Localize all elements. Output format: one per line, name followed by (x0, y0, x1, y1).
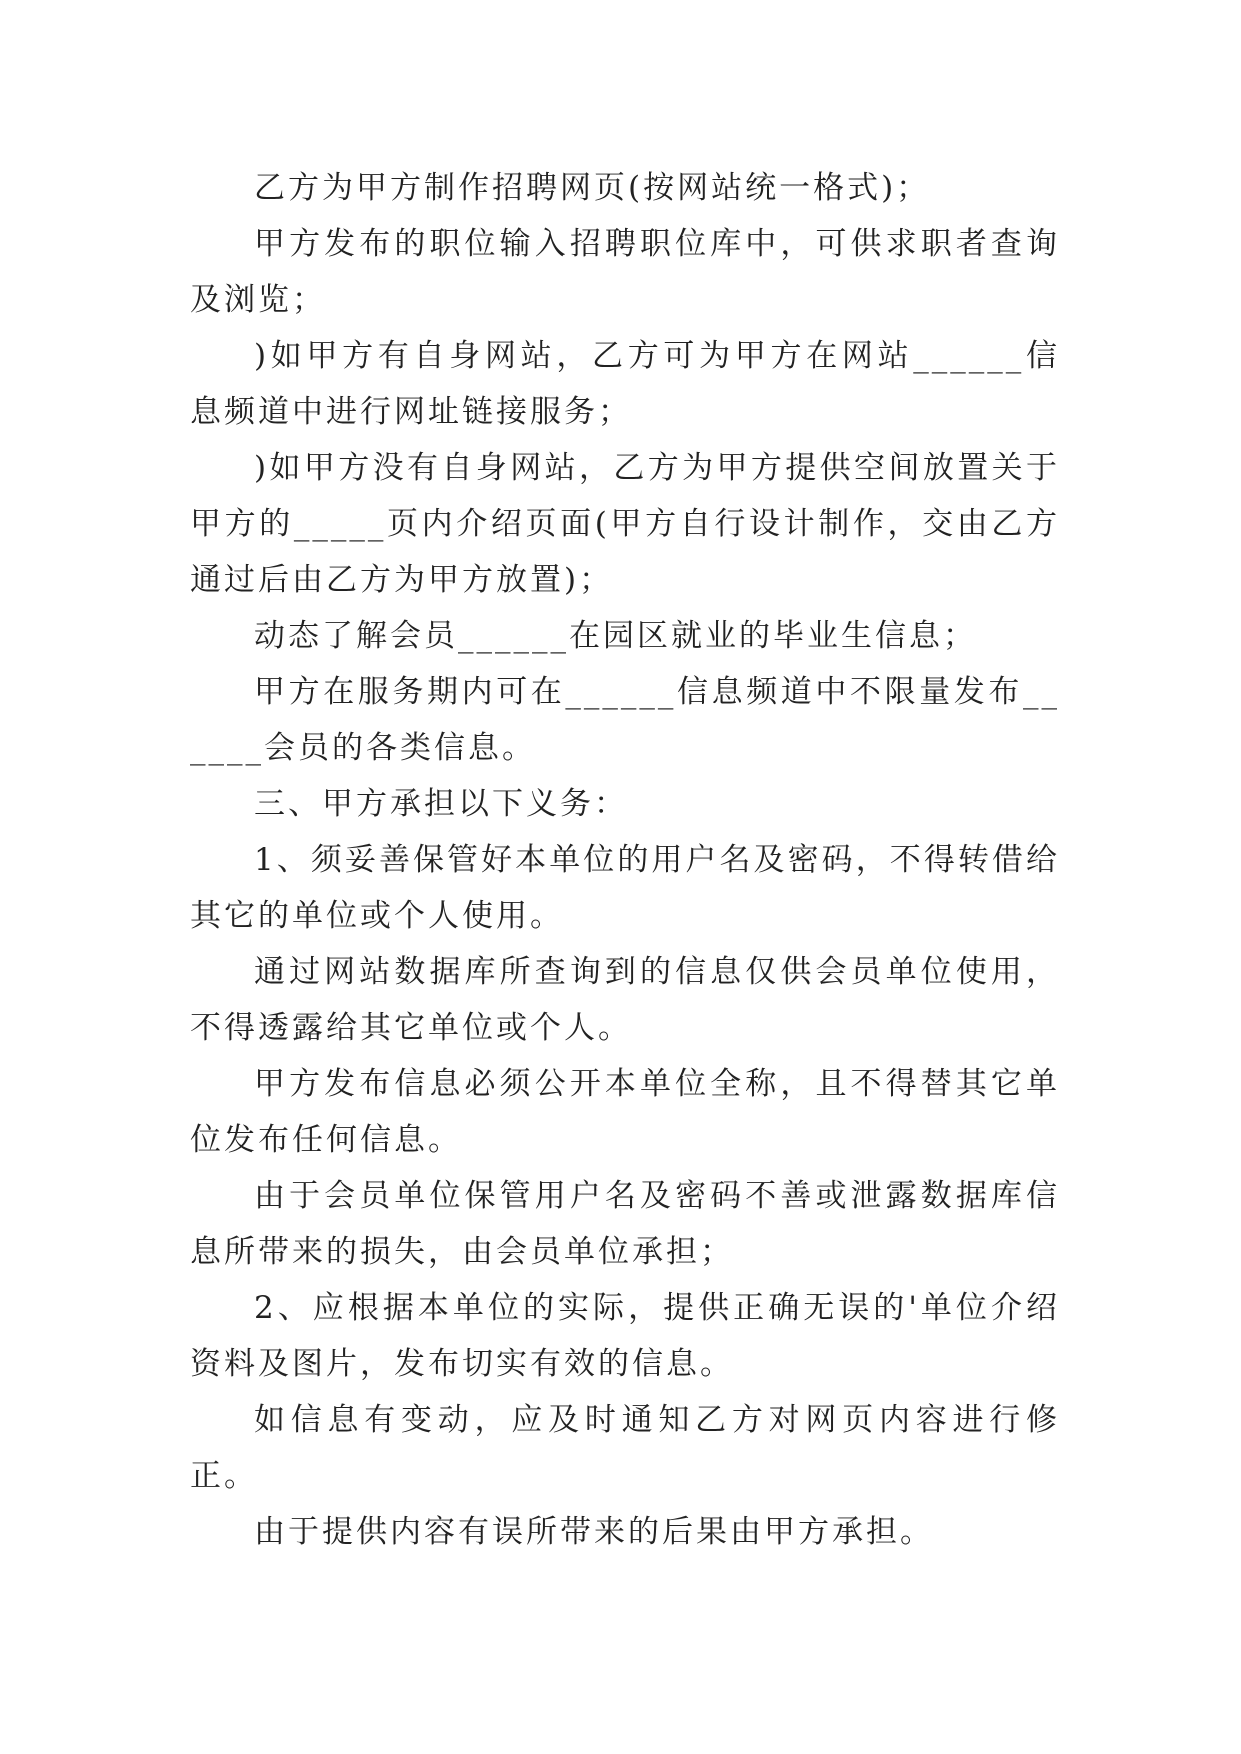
paragraph-4: )如甲方没有自身网站，乙方为甲方提供空间放置关于甲方的_____页内介绍页面(甲方自行设计制作，交由乙方通过后由乙方为甲方放置)； (190, 450, 1060, 598)
paragraph-5: 动态了解会员______在园区就业的毕业生信息； (254, 618, 977, 654)
paragraph-11: 由于会员单位保管用户名及密码不善或泄露数据库信息所带来的损失，由会员单位承担； (190, 1178, 1060, 1270)
paragraph-9: 通过网站数据库所查询到的信息仅供会员单位使用，不得透露给其它单位或个人。 (190, 954, 1060, 1046)
paragraph-8: 1、须妥善保管好本单位的用户名及密码，不得转借给其它的单位或个人使用。 (190, 842, 1060, 934)
document-body (190, 160, 1060, 1560)
paragraph-14: 由于提供内容有误所带来的后果由甲方承担。 (254, 1514, 934, 1550)
paragraph-12: 2、应根据本单位的实际，提供正确无误的'单位介绍资料及图片，发布切实有效的信息。 (190, 1290, 1060, 1382)
section-heading-3: 三、甲方承担以下义务： (254, 786, 628, 822)
paragraph-1: 乙方为甲方制作招聘网页(按网站统一格式)； (254, 170, 931, 206)
paragraph-13: 如信息有变动，应及时通知乙方对网页内容进行修正。 (190, 1402, 1060, 1494)
paragraph-10: 甲方发布信息必须公开本单位全称，且不得替其它单位发布任何信息。 (190, 1066, 1060, 1158)
paragraph-2: 甲方发布的职位输入招聘职位库中，可供求职者查询及浏览； (190, 226, 1060, 318)
paragraph-3: )如甲方有自身网站，乙方可为甲方在网站______信息频道中进行网址链接服务； (190, 338, 1060, 430)
paragraph-6: 甲方在服务期内可在______信息频道中不限量发布______会员的各类信息。 (190, 674, 1060, 766)
